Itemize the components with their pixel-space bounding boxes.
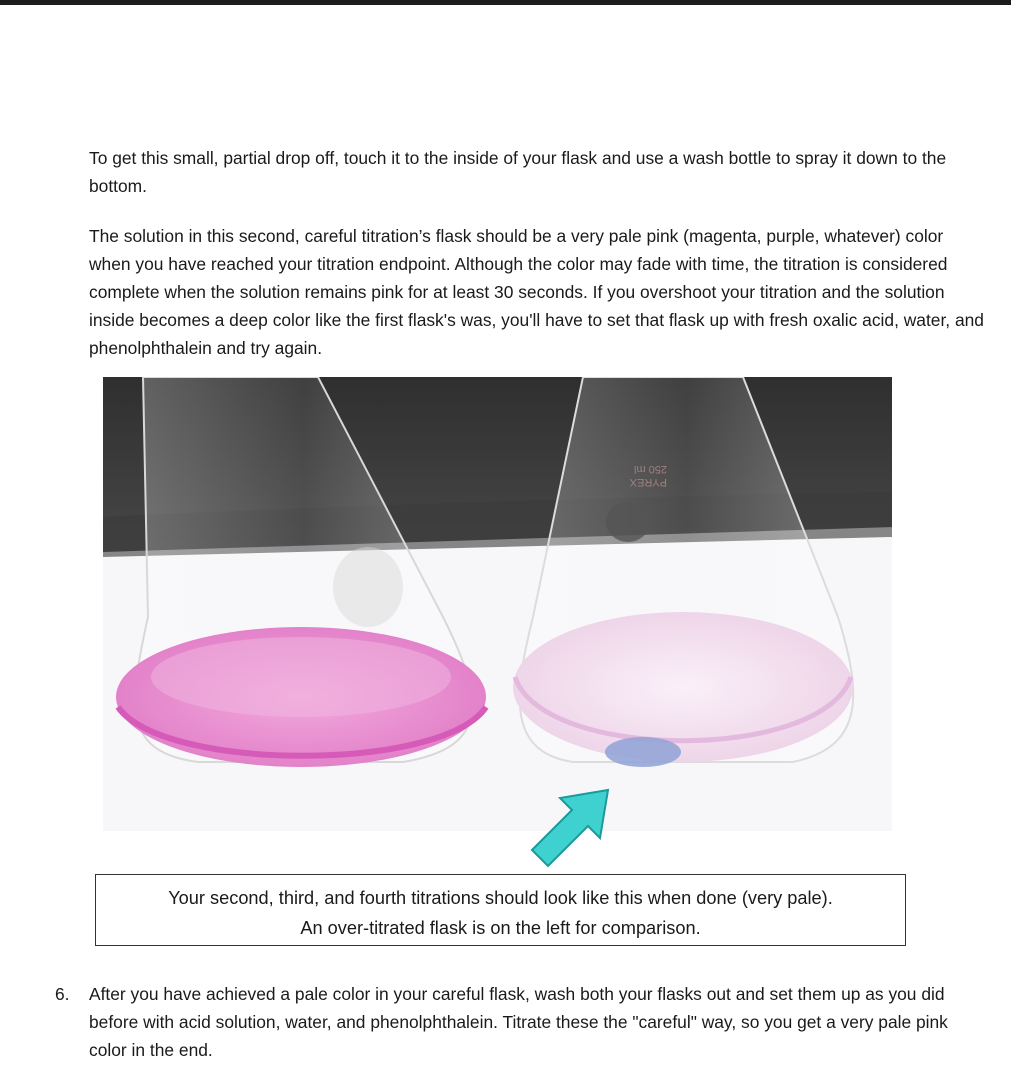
paragraph-drop-instructions: To get this small, partial drop off, touch it to the inside of your flask and use a wash bottle to spray it down to the bottom. (89, 148, 947, 196)
pointer-arrow-icon (520, 778, 620, 878)
top-bar (0, 0, 1011, 5)
paragraph-endpoint-description: The solution in this second, careful titration’s flask should be a very pale pink (magenta, purple, whatever) color when you have reached your titration endpoint. Although the color may fade with time, the titration is considered complete when the solution remains pink for at least 30 seconds. If you overshoot your titration and the solution inside becomes a deep color like the first flask's was, you'll have to set that flask up with fresh oxalic acid, water, and phenolphthalein and try again. (89, 226, 984, 358)
flask-label-brand: PYREX (629, 476, 667, 488)
photo-caption-box (95, 874, 906, 946)
caption-line-1: Your second, third, and fourth titrations should look like this when done (very pale). (168, 888, 833, 908)
flask-label-volume: 250 ml (633, 463, 667, 475)
list-item-text: After you have achieved a pale color in your careful flask, wash both your flasks out and set them up as you did before with acid solution, water, and phenolphthalein. Titrate these the "careful" way, so you get a very pale pink color in the end. (89, 984, 948, 1060)
flask-comparison-photo (103, 377, 892, 831)
list-item-number: 6. (55, 984, 70, 1004)
caption-line-2: An over-titrated flask is on the left for comparison. (300, 918, 701, 938)
